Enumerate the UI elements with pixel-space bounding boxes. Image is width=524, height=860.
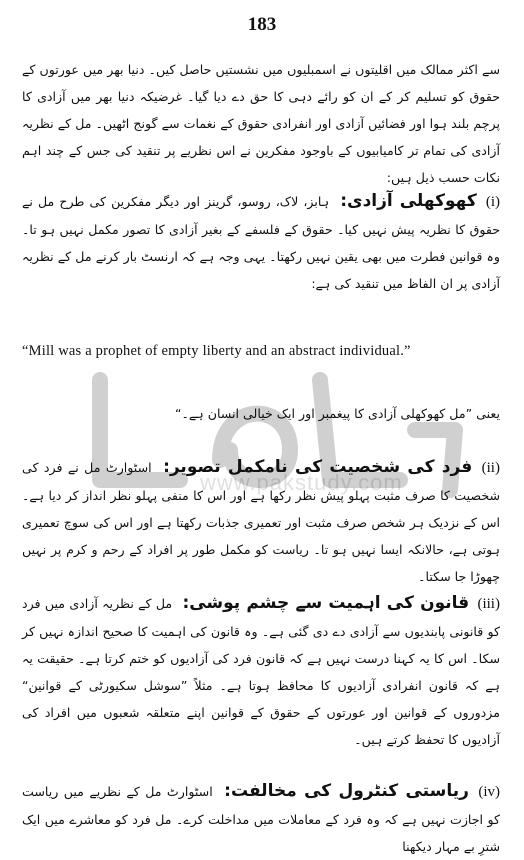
point-text: اسٹوارٹ مل نے فرد کی شخصیت کا صرف مثبت پہلو پیش نظر رکھا ہے اور اس کا منفی پہلو نظر انداز کر دیا ہے۔ اس کے نزدیک ہر شخص صرف مثبت اور تعمیری جذبات رکھتا ہے اور اس کی سوچ تعمیری ہوتی ہے، حالانکہ ایسا نہیں ہو تا۔ ریاست کو مکمل طور پر افراد کے رحم و کرم پر نہیں چھوڑا جا سکتا۔	[22, 460, 500, 584]
english-quote: “Mill was a prophet of empty liberty and an abstract individual.”	[22, 343, 411, 359]
point-empty-liberty	[22, 188, 500, 297]
point-text: اسٹوارٹ مل کے نظریے میں ریاست کو اجازت نہیں ہے کہ وہ فرد کے معاملات میں مداخلت کرے۔ مل فرد کو معاشرے میں ایک شترِ بے مہار دیکھنا	[22, 784, 500, 854]
watermark-url: www.pakstudy.com	[200, 470, 403, 495]
point-number: (i)	[485, 194, 501, 210]
point-incomplete-personality	[22, 454, 500, 590]
point-text: مل کے نظریہ آزادی میں فرد کو قانونی پابندیوں سے آزادی دے دی گئی ہے۔ وہ قانون کی اہمیت کا صحیح اندازہ نہیں کر سکا۔ اس کا یہ کہنا درست نہیں ہے کہ قانون فرد کی آزادیوں کو ختم کرتا ہے۔ حقیقت یہ ہے کہ قانون انفرادی آزادیوں کا محافظ ہوتا ہے۔ مثلاً ”سوشل سکیورٹی کے قوانین“ مزدوروں کے قوانین اور عورتوں کے حقوق کے قوانین اپنے متعلقہ شعبوں میں افراد کی آزادیوں کا تحفظ کرتے ہیں۔	[22, 596, 500, 747]
point-number: (iv)	[478, 784, 501, 800]
point-number: (iii)	[477, 596, 500, 612]
point-ignoring-law	[22, 590, 500, 753]
point-text: ہابز، لاک، روسو، گرینز اور دیگر مفکرین کی طرح مل نے حقوق کا نظریہ پیش نہیں کیا۔ حقوق کے فلسفے کے بغیر آزادی کا تصور مکمل نہیں ہو تا۔ وہ قوانین فطرت میں بھی یقین نہیں رکھتا۔ یہی وجہ ہے کہ ارنسٹ بار کرنے مل کے نظریہ آزادی پر ان الفاظ میں تنقید کی ہے:	[22, 194, 500, 291]
intro-paragraph: سے اکثر ممالک میں اقلیتوں نے اسمبلیوں میں نشستیں حاصل کیں۔ دنیا بھر میں عورتوں کے حقوق کو تسلیم کر کے ان کو رائے دہی کا حق دے دیا گیا۔ غرضیکہ دنیا بھر میں آزادی کا پرچم بلند ہوا اور فضائیں آزادی اور انفرادی حقوق کے نغمات سے گونج اٹھیں۔ مل کے نظریہ آزادی کی تمام تر کامیابیوں کے باوجود مفکرین نے اس نظریے پر تنقید کی جس کے چند اہم نکات حسب ذیل ہیں:	[22, 62, 500, 185]
point-heading: قانون کی اہمیت سے چشم پوشی:	[182, 593, 470, 613]
point-number: (ii)	[481, 460, 500, 476]
point-heading: ریاستی کنٹرول کی مخالفت:	[224, 781, 469, 801]
urdu-quote-translation: یعنی ”مل کھوکھلی آزادی کا پیغمبر اور ایک خیالی انسان ہے۔“	[175, 406, 500, 421]
page-number: 183	[247, 14, 277, 35]
point-heading: کھوکھلی آزادی:	[340, 191, 477, 211]
point-heading: فرد کی شخصیت کی نامکمل تصویر:	[163, 457, 473, 477]
point-state-control	[22, 778, 500, 860]
